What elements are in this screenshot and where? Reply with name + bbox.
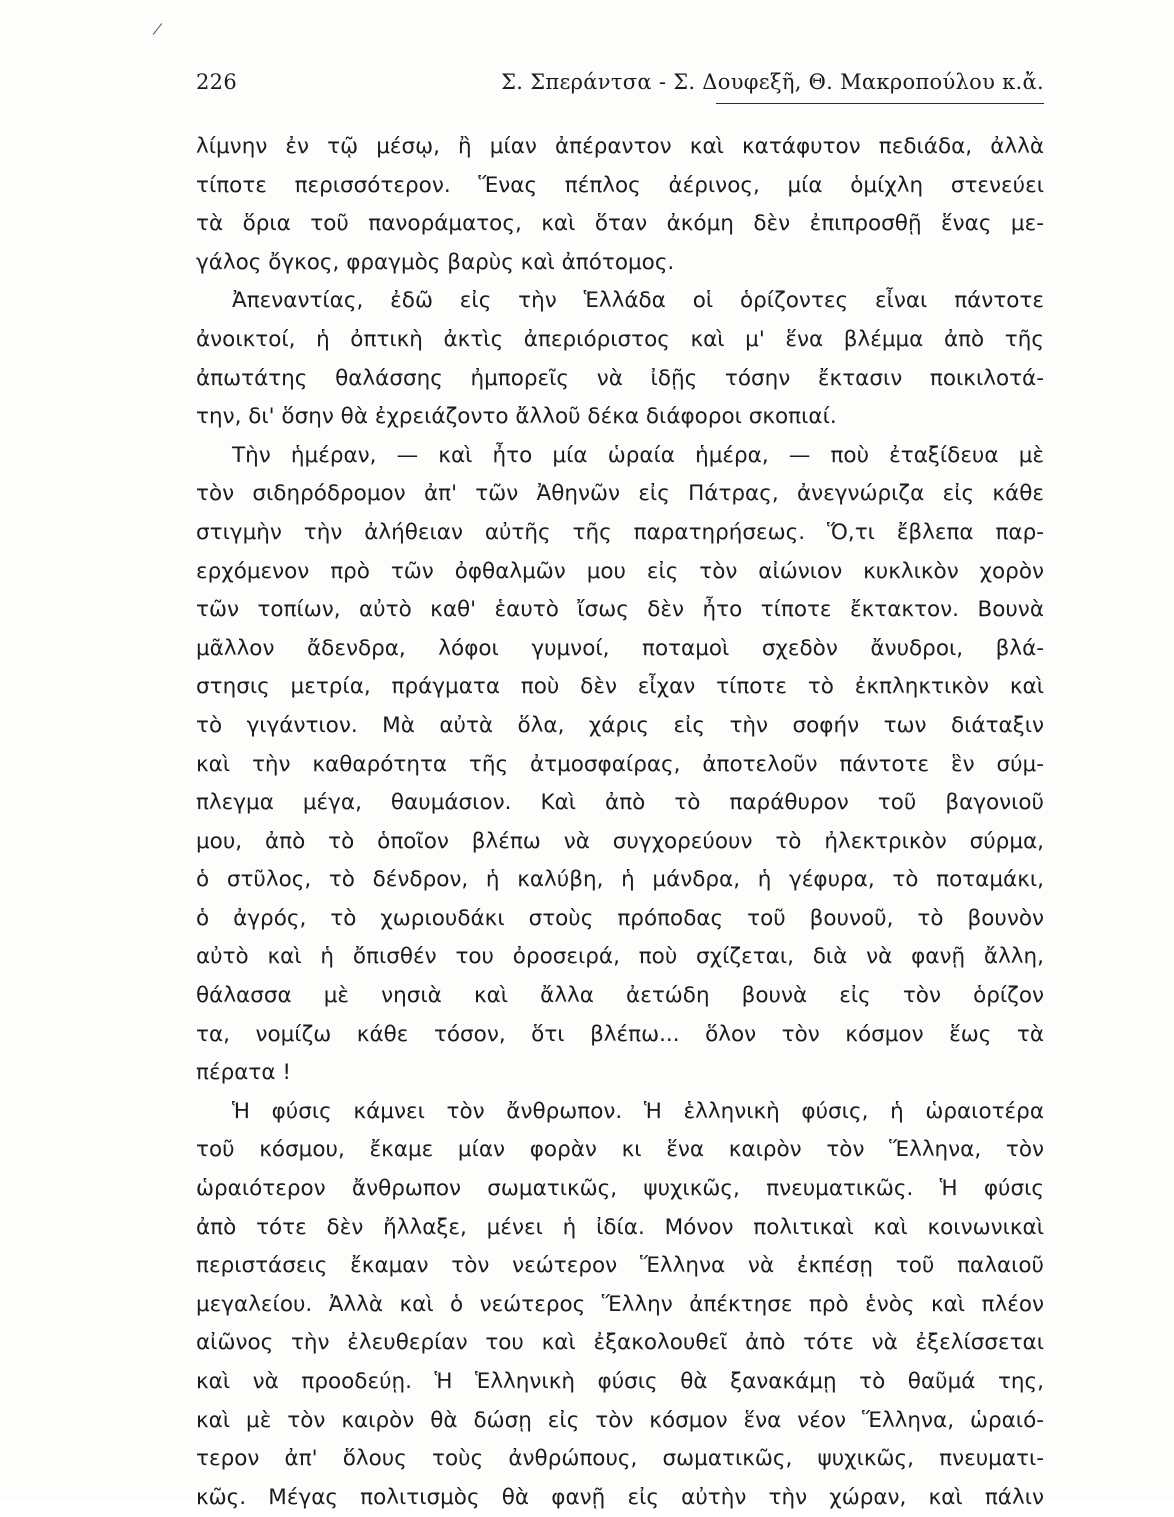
text-line: τὸ γιγάντιον. Μὰ αὐτὰ ὅλα, χάρις εἰς τὴν σοφήν των διάταξιν	[196, 712, 1044, 738]
text-line: ὁ ἀγρός, τὸ χωριουδάκι στοὺς πρόποδας τοῦ βουνοῦ, τὸ βουνὸν	[196, 905, 1044, 931]
text-line: τα, νομίζω κάθε τόσον, ὅτι βλέπω... ὅλον τὸν κόσμον ἕως τὰ	[196, 1021, 1044, 1047]
text-line: καὶ τὴν καθαρότητα τῆς ἀτμοσφαίρας, ἀποτελοῦν πάντοτε ἓν σύμ-	[196, 751, 1044, 777]
text-line: ἀνοικτοί, ἡ ὀπτικὴ ἀκτὶς ἀπεριόριστος καὶ μ' ἕνα βλέμμα ἀπὸ τῆς	[196, 326, 1044, 352]
text-line: θάλασσα μὲ νησιὰ καὶ ἄλλα ἀετώδη βουνὰ εἰς τὸν ὁρίζον	[196, 983, 1044, 1009]
text-line: στησις μετρία, πράγματα ποὺ δὲν εἶχαν τίποτε τὸ ἐκπληκτικὸν καὶ	[196, 674, 1044, 700]
paragraph-start-line: Ἡ φύσις κάμνει τὸν ἄνθρωπον. Ἡ ἑλληνικὴ φύσις, ἡ ὡραιοτέρα	[232, 1098, 1044, 1124]
text-line: τὰ ὅρια τοῦ πανοράματος, καὶ ὅταν ἀκόμη δὲν ἐπιπροσθῇ ἕνας με-	[196, 211, 1044, 237]
paragraph-start-line: Ἀπεναντίας, ἐδῶ εἰς τὴν Ἑλλάδα οἱ ὁρίζοντες εἶναι πάντοτε	[232, 288, 1044, 314]
text-line: καὶ μὲ τὸν καιρὸν θὰ δώσῃ εἰς τὸν κόσμον ἕνα νέον Ἕλληνα, ὡραιό-	[196, 1407, 1044, 1433]
scan-mark	[153, 23, 162, 35]
text-line: μεγαλείου. Ἀλλὰ καὶ ὁ νεώτερος Ἕλλην ἀπέκτησε πρὸ ἑνὸς καὶ πλέον	[196, 1291, 1044, 1317]
text-line: γάλος ὄγκος, φραγμὸς βαρὺς καὶ ἀπότομος.	[196, 249, 675, 275]
text-line: ὁ στῦλος, τὸ δένδρον, ἡ καλύβη, ἡ μάνδρα, ἡ γέφυρα, τὸ ποταμάκι,	[196, 867, 1044, 893]
paragraph-start-line: Τὴν ἡμέραν, — καὶ ἦτο μία ὡραία ἡμέρα, — ποὺ ἐταξίδευα μὲ	[232, 442, 1044, 468]
text-line: καὶ νὰ προοδεύῃ. Ἡ Ἑλληνικὴ φύσις θὰ ξανακάμῃ τὸ θαῦμά της,	[196, 1369, 1044, 1394]
text-line: τίποτε περισσότερον. Ἕνας πέπλος ἀέρινος, μία ὁμίχλη στενεύει	[196, 172, 1044, 198]
text-line: μᾶλλον ἄδενδρα, λόφοι γυμνοί, ποταμοὶ σχεδὸν ἄνυδροι, βλά-	[196, 635, 1044, 661]
text-line: στιγμὴν τὴν ἀλήθειαν αὐτῆς τῆς παρατηρήσεως. Ὅ,τι ἔβλεπα παρ-	[196, 519, 1044, 545]
text-line: αὐτὸ καὶ ἡ ὄπισθέν του ὀροσειρά, ποὺ σχίζεται, διὰ νὰ φανῇ ἄλλη,	[196, 944, 1044, 970]
text-line: περιστάσεις ἔκαμαν τὸν νεώτερον Ἕλληνα νὰ ἐκπέσῃ τοῦ παλαιοῦ	[196, 1253, 1044, 1279]
page-number: 226	[196, 70, 237, 94]
text-line: ἀπωτάτης θαλάσσης ἠμπορεῖς νὰ ἰδῇς τόσην ἔκτασιν ποικιλοτά-	[196, 365, 1044, 391]
text-line: μου, ἀπὸ τὸ ὁποῖον βλέπω νὰ συγχορεύουν τὸ ἠλεκτρικὸν σύρμα,	[196, 828, 1044, 854]
text-line: τῶν τοπίων, αὐτὸ καθ' ἑαυτὸ ἴσως δὲν ἦτο τίποτε ἔκτακτον. Βουνὰ	[196, 597, 1044, 623]
text-line: λίμνην ἐν τῷ μέσῳ, ἢ μίαν ἀπέραντον καὶ κατάφυτον πεδιάδα, ἀλλὰ	[196, 134, 1044, 159]
text-line: τὸν σιδηρόδρομον ἀπ' τῶν Ἀθηνῶν εἰς Πάτρας, ἀνεγνώριζα εἰς κάθε	[196, 481, 1044, 507]
text-line: πλεγμα μέγα, θαυμάσιον. Καὶ ἀπὸ τὸ παράθυρον τοῦ βαγονιοῦ	[196, 790, 1044, 816]
text-line: ερχόμενον πρὸ τῶν ὀφθαλμῶν μου εἰς τὸν αἰώνιον κυκλικὸν χορὸν	[196, 558, 1044, 584]
text-line: τοῦ κόσμου, ἔκαμε μίαν φορὰν κι ἕνα καιρὸν τὸν Ἕλληνα, τὸν	[196, 1137, 1044, 1163]
text-line: ὡραιότερον ἄνθρωπον σωματικῶς, ψυχικῶς, πνευματικῶς. Ἡ φύσις	[196, 1176, 1044, 1202]
text-line: αἰῶνος τὴν ἐλευθερίαν του καὶ ἐξακολουθεῖ ἀπὸ τότε νὰ ἐξελίσσεται	[196, 1330, 1044, 1356]
header-rule	[716, 103, 1044, 104]
text-line: ἀπὸ τότε δὲν ἤλλαξε, μένει ἡ ἰδία. Μόνον πολιτικαὶ καὶ κοινωνικαὶ	[196, 1214, 1044, 1240]
running-title: Σ. Σπεράντσα - Σ. Δουφεξῆ, Θ. Μακροπούλου κ.ἄ.	[501, 70, 1044, 94]
body-text	[196, 128, 1044, 1517]
text-line: τερον ἀπ' ὅλους τοὺς ἀνθρώπους, σωματικῶς, ψυχικῶς, πνευματι-	[196, 1446, 1044, 1472]
text-line: κῶς. Μέγας πολιτισμὸς θὰ φανῇ εἰς αὐτὴν τὴν χώραν, καὶ πάλιν	[196, 1484, 1044, 1510]
text-line: την, δι' ὅσην θὰ ἐχρειάζοντο ἄλλοῦ δέκα διάφοροι σκοπιαί.	[196, 404, 837, 430]
text-line: πέρατα !	[196, 1060, 291, 1086]
running-head	[196, 66, 1044, 106]
